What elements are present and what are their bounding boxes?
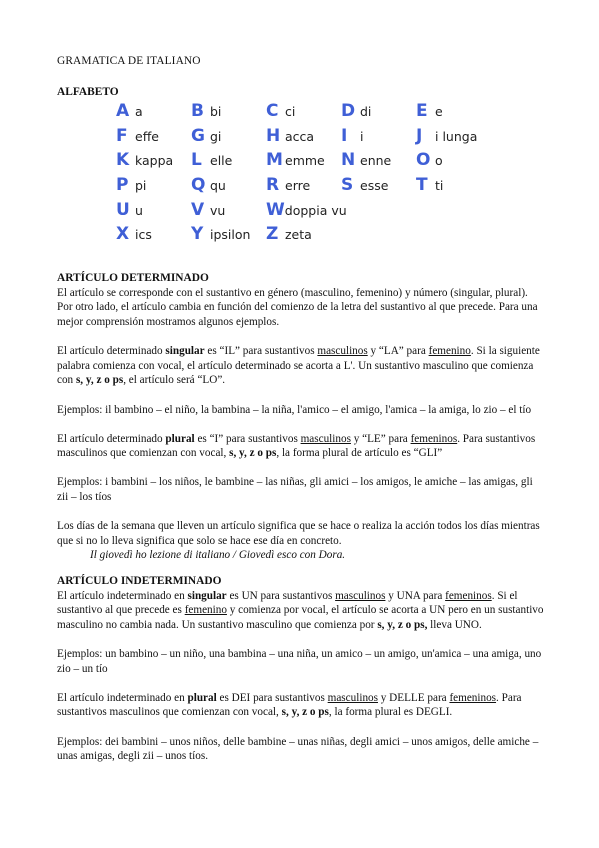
weekdays-example: Il giovedì ho lezione di italiano / Giovedì esco con Dora. (90, 549, 346, 562)
underlined-term: femeninos (410, 432, 458, 445)
alphabet-letter: R (266, 174, 280, 195)
alphabet-entry (341, 101, 416, 125)
alphabet-letter: U (116, 199, 130, 220)
alphabet-letter: P (116, 174, 129, 195)
alphabet-entry (116, 199, 191, 224)
alphabet-entry (266, 150, 341, 174)
alphabet-heading: ALFABETO (57, 85, 119, 98)
indeterminate-plural-paragraph (57, 691, 545, 720)
alphabet-letter-name: esse (360, 177, 389, 193)
alphabet-letter-name: u (135, 202, 143, 218)
text-span: y comienza por vocal, el artículo se acorta a UN pero en un sustantivo masculino no cambia nada. Un sustantivo masculino que comienza por (57, 604, 544, 631)
alphabet-entry (266, 101, 341, 125)
alphabet-entry (266, 199, 347, 224)
alphabet-entry (341, 125, 416, 150)
text-span: El artículo determinado (57, 345, 166, 358)
alphabet-letter-name: pi (135, 177, 147, 193)
alphabet-entry (266, 224, 341, 248)
alphabet-letter: E (416, 101, 428, 122)
alphabet-entry (416, 203, 491, 224)
indeterminate-singular-paragraph (57, 589, 545, 633)
alphabet-letter: N (341, 150, 356, 171)
alphabet-letter: B (191, 101, 204, 122)
bold-term: s, y, z o ps (229, 447, 277, 460)
alphabet-letter: K (116, 150, 130, 171)
alphabet-letter-name: a (135, 104, 143, 120)
text-span: y “LA” para (367, 345, 429, 358)
indeterminate-singular-examples: Ejemplos: un bambino – un niño, una bambina – una niña, un amico – un amigo, un'amica – una amiga, uno zio – un tío (57, 648, 542, 675)
alphabet-entry (341, 174, 416, 199)
alphabet-letter-name: kappa (135, 153, 174, 169)
alphabet-entry (266, 174, 341, 199)
underlined-term: masculinos (317, 345, 368, 358)
underlined-term: femeninos (449, 691, 497, 704)
alphabet-letter-name: erre (285, 177, 311, 193)
alphabet-entry (116, 125, 191, 150)
text-span: y UNA para (385, 589, 446, 602)
alphabet-letter: I (341, 125, 348, 146)
underlined-term: masculinos (300, 432, 351, 445)
text-span: y DELLE para (377, 691, 450, 704)
alphabet-letter-name: ci (285, 104, 296, 120)
alphabet-letter: V (191, 199, 205, 220)
alphabet-letter: W (266, 199, 285, 220)
text-span: es “IL” para sustantivos (204, 345, 318, 358)
alphabet-letter-name: gi (210, 128, 222, 144)
alphabet-letter-name: ipsilon (210, 227, 251, 243)
alphabet-entry (191, 199, 266, 224)
indeterminate-article-heading: ARTÍCULO INDETERMINADO (57, 575, 222, 588)
determinate-plural-paragraph (57, 432, 545, 461)
text-span: . Si el sustantivo al que precede es (57, 589, 518, 617)
alphabet-letter: T (416, 174, 428, 195)
alphabet-letter: Q (191, 174, 206, 195)
text-span: , la forma plural es DEGLI. (328, 706, 453, 719)
determinate-article-heading: ARTÍCULO DETERMINADO (57, 272, 209, 285)
alphabet-entry (416, 174, 491, 199)
alphabet-letter: X (116, 224, 130, 245)
alphabet-letter-name: e (435, 104, 443, 120)
text-span: es “I” para sustantivos (194, 432, 301, 445)
alphabet-letter-name: i lunga (435, 128, 478, 144)
alphabet-entry (116, 174, 191, 199)
alphabet-letter-name: bi (210, 104, 222, 120)
alphabet-letter: H (266, 125, 281, 146)
document-title: GRAMATICA DE ITALIANO (57, 55, 201, 67)
alphabet-letter-name: enne (360, 153, 392, 169)
bold-term: s, y, z o ps (281, 706, 329, 719)
alphabet-letter-name: ti (435, 177, 444, 193)
alphabet-entry (416, 125, 491, 150)
underlined-term: masculinos (327, 691, 378, 704)
bold-term: plural (165, 432, 195, 445)
text-span: es DEI para sustantivos (216, 691, 328, 704)
alphabet-letter-name: emme (285, 153, 325, 169)
bold-term: singular (165, 345, 205, 358)
alphabet-letter: Y (191, 224, 204, 245)
alphabet-table (116, 101, 478, 248)
alphabet-entry (191, 101, 266, 125)
alphabet-letter: O (416, 150, 431, 171)
text-span: , la forma plural de artículo es “GLI” (276, 447, 443, 460)
alphabet-letter-name: elle (210, 153, 233, 169)
alphabet-letter: M (266, 150, 283, 171)
alphabet-letter: Z (266, 224, 279, 245)
text-span: lleva UNO. (427, 618, 482, 631)
alphabet-letter-name: vu (210, 202, 226, 218)
text-span: El artículo indeterminado en (57, 691, 188, 704)
alphabet-entry (116, 150, 191, 174)
alphabet-letter-name: di (360, 104, 372, 120)
alphabet-entry (191, 150, 266, 174)
alphabet-letter-name: zeta (285, 227, 312, 243)
alphabet-letter: G (191, 125, 205, 146)
alphabet-entry (416, 150, 491, 174)
alphabet-entry (341, 203, 416, 224)
text-span: . Para sustantivos masculinos que comienzan con vocal, (57, 691, 522, 719)
text-span: El artículo determinado (57, 432, 166, 445)
alphabet-letter: C (266, 101, 279, 122)
text-span: . Si la siguiente palabra comienza con vocal, el artículo determinado se acorta a L'. Un sustantivo masculino que comienza con (57, 345, 540, 387)
underlined-term: femenino (184, 604, 227, 617)
alphabet-letter-name: doppia vu (284, 202, 347, 218)
alphabet-letter: J (416, 125, 423, 146)
bold-term: singular (187, 589, 227, 602)
weekdays-paragraph: Los días de la semana que lleven un artículo significa que se hace o realiza la acción todos los días mientras que si no lo lleva significa que solo se hace ese día en concreto. (57, 520, 540, 547)
alphabet-entry (116, 101, 191, 125)
text-span: El artículo indeterminado en (57, 589, 188, 602)
alphabet-letter-name: effe (135, 128, 159, 144)
bold-term: plural (187, 691, 217, 704)
alphabet-letter: F (116, 125, 128, 146)
indeterminate-plural-examples: Ejemplos: dei bambini – unos niños, delle bambine – unas niñas, degli amici – unos amigos, delle amiche – unas amigas, degli zii – unos tíos. (57, 735, 539, 763)
alphabet-letter: D (341, 101, 356, 122)
text-span: . Para sustantivos masculinos que comienzan con vocal, (57, 432, 536, 460)
alphabet-letter-name: qu (210, 177, 226, 193)
alphabet-letter-name: o (435, 153, 443, 169)
alphabet-entry (341, 150, 416, 174)
text-span: es UN para sustantivos (226, 589, 336, 602)
document-page (57, 54, 545, 778)
alphabet-entry (191, 174, 266, 199)
alphabet-entry (191, 224, 266, 248)
determinate-singular-paragraph (57, 344, 545, 388)
alphabet-letter: A (116, 101, 130, 122)
alphabet-entry (416, 227, 491, 248)
alphabet-letter: S (341, 174, 354, 195)
alphabet-letter: L (191, 150, 202, 171)
alphabet-letter-name: i (360, 128, 364, 144)
underlined-term: femeninos (445, 589, 492, 602)
determinate-plural-examples: Ejemplos: i bambini – los niños, le bambine – las niñas, gli amici – los amigos, le amiche – las amigas, gli zii – los tíos (57, 476, 533, 504)
bold-term: s, y, z o ps (75, 374, 124, 387)
determinate-intro: El artículo se corresponde con el sustantivo en género (masculino, femenino) y número (singular, plural). Por otro lado, el artículo cambia en función del comienzo de la letra del sustantivo al que precede. Para una mejor comprensión mostramos algunos ejemplos. (57, 286, 538, 328)
bold-term: s, y, z o ps, (377, 618, 428, 631)
alphabet-entry (416, 101, 491, 125)
determinate-singular-examples: Ejemplos: il bambino – el niño, la bambina – la niña, l'amico – el amigo, l'amica – la amiga, lo zio – el tío (57, 403, 532, 416)
underlined-term: masculinos (335, 589, 386, 602)
alphabet-entry (191, 125, 266, 150)
alphabet-letter-name: acca (285, 128, 315, 144)
text-span: y “LE” para (350, 432, 411, 445)
alphabet-letter-name: ics (135, 227, 152, 243)
underlined-term: femenino (428, 345, 471, 358)
alphabet-entry (341, 227, 416, 248)
alphabet-entry (116, 224, 191, 248)
alphabet-entry (266, 125, 341, 150)
text-span: , el artículo será “LO”. (123, 374, 226, 387)
